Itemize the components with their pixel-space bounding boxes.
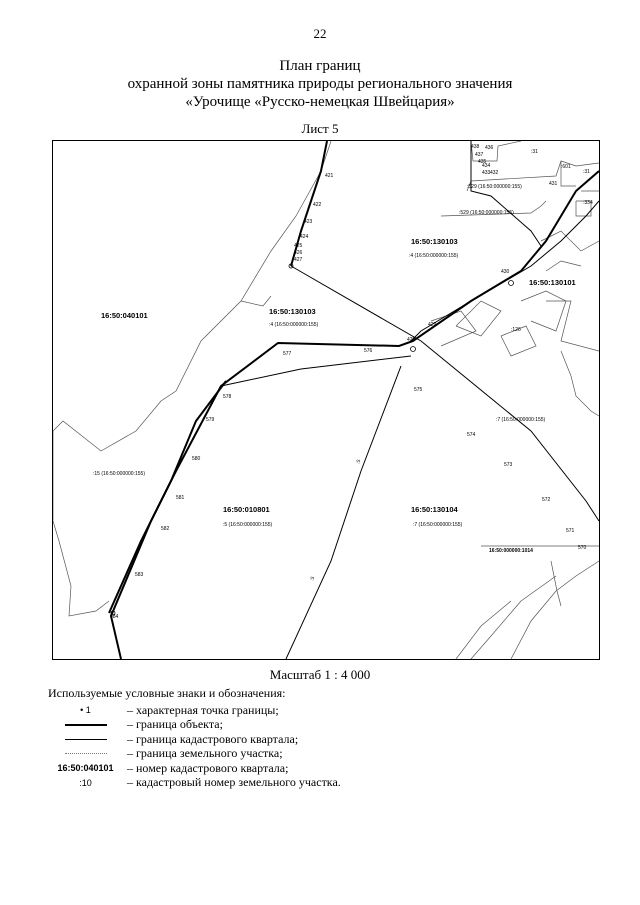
object-boundary [109, 141, 599, 659]
parcel-label: :31 [531, 149, 538, 155]
parcel-label: :529 (16:50:000000:155) [467, 184, 522, 190]
quarter-number-symbol: 16:50:040101 [57, 763, 114, 774]
legend-item [48, 761, 341, 776]
parcel-label: :7 (16:50:000000:155) [413, 522, 463, 528]
point-label: 584 [110, 614, 119, 620]
point-label: 433 [482, 170, 491, 176]
parcel-label: :601 [561, 164, 571, 170]
legend-text: – граница земельного участка; [127, 746, 283, 761]
point-label: 579 [206, 417, 215, 423]
parcel-label: :5 (16:50:000000:155) [223, 522, 273, 528]
point-label: 423 [304, 219, 313, 225]
quarter-label: 16:50:130101 [529, 278, 576, 287]
legend [48, 686, 341, 790]
quarter-label: 16:50:010801 [223, 505, 270, 514]
point-label: 432 [490, 170, 499, 176]
parcel-label: :5 [309, 575, 317, 582]
parcel-label: :31 [583, 169, 590, 175]
cadastral-map [53, 141, 599, 659]
point-label: 572 [542, 497, 551, 503]
point-label: 426 [294, 250, 303, 256]
point-label: 431 [549, 181, 558, 187]
point-label: 574 [467, 432, 476, 438]
page-number: 22 [313, 26, 327, 41]
point-label: 573 [504, 462, 513, 468]
parcel-label: :4 (16:50:000000:155) [269, 322, 319, 328]
title-line-1: План границ [279, 58, 361, 74]
legend-item [48, 718, 341, 733]
legend-text: – номер кадастрового квартала; [127, 760, 289, 775]
point-label: 422 [313, 202, 322, 208]
point-label: 576 [364, 348, 373, 354]
point-label: 437 [475, 152, 484, 158]
boundary-points [111, 264, 514, 615]
sheet-label: Лист 5 [301, 121, 339, 136]
legend-item [48, 732, 341, 747]
point-label: 583 [135, 572, 144, 578]
parcel-label: :126 [511, 327, 521, 333]
parcel-label: :7 (16:50:000000:155) [496, 417, 546, 423]
quarter-label: 16:50:130103 [269, 307, 316, 316]
quarter-boundary-symbol [65, 739, 107, 740]
legend-heading: Используемые условные знаки и обозначения: [48, 686, 286, 700]
quarter-label: 16:50:040101 [101, 311, 148, 320]
point-label: 580 [192, 456, 201, 462]
point-label: 429 [428, 322, 437, 328]
quarter-boundaries [221, 141, 599, 659]
legend-item [48, 703, 341, 718]
legend-item [48, 747, 341, 762]
point-label: 577 [283, 351, 292, 357]
legend-text: – кадастровый номер земельного участка. [127, 775, 341, 790]
point-label: 434 [482, 163, 491, 169]
point-label: 571 [566, 528, 575, 534]
map-frame [52, 140, 600, 660]
parcel-label: :334 [583, 200, 593, 206]
parcel-label: :4 (16:50:000000:155) [409, 253, 459, 259]
point-label: 427 [294, 257, 303, 263]
parcel-label: :5 [355, 458, 363, 465]
legend-point-symbol: • 1 [80, 705, 91, 716]
point-label: 424 [300, 234, 309, 240]
parcel-number-symbol: :10 [79, 777, 92, 788]
object-boundary-symbol [65, 724, 107, 726]
point-label: 438 [471, 144, 480, 150]
legend-text: – граница кадастрового квартала; [127, 731, 299, 746]
point-label: 430 [501, 269, 510, 275]
point-label: 425 [294, 243, 303, 249]
legend-text: – граница объекта; [127, 717, 223, 732]
point-label: 578 [223, 394, 232, 400]
point-label: 435 [478, 159, 487, 165]
title-line-2: охранной зоны памятника природы регионального значения [127, 76, 513, 92]
point-label: 436 [485, 145, 494, 151]
parcel-label: :15 (16:50:000000:155) [93, 471, 145, 477]
point-label: 575 [414, 387, 423, 393]
point-label: 582 [161, 526, 170, 532]
point-label: 581 [176, 495, 185, 501]
document-title [0, 57, 640, 111]
point-label: 421 [325, 173, 334, 179]
legend-text: – характерная точка границы; [127, 702, 279, 717]
quarter-label: 16:50:000000:1014 [489, 548, 533, 554]
quarter-label: 16:50:130104 [411, 505, 458, 514]
parcel-boundary-symbol [65, 753, 107, 754]
parcel-label: :529 (16:50:000000:155) [459, 210, 514, 216]
legend-item [48, 776, 341, 791]
title-line-3: «Урочище «Русско-немецкая Швейцария» [185, 94, 455, 110]
map-scale: Масштаб 1 : 4 000 [269, 667, 371, 682]
point-label: 570 [578, 545, 587, 551]
point-label: 428 [407, 337, 416, 343]
quarter-label: 16:50:130103 [411, 237, 458, 246]
